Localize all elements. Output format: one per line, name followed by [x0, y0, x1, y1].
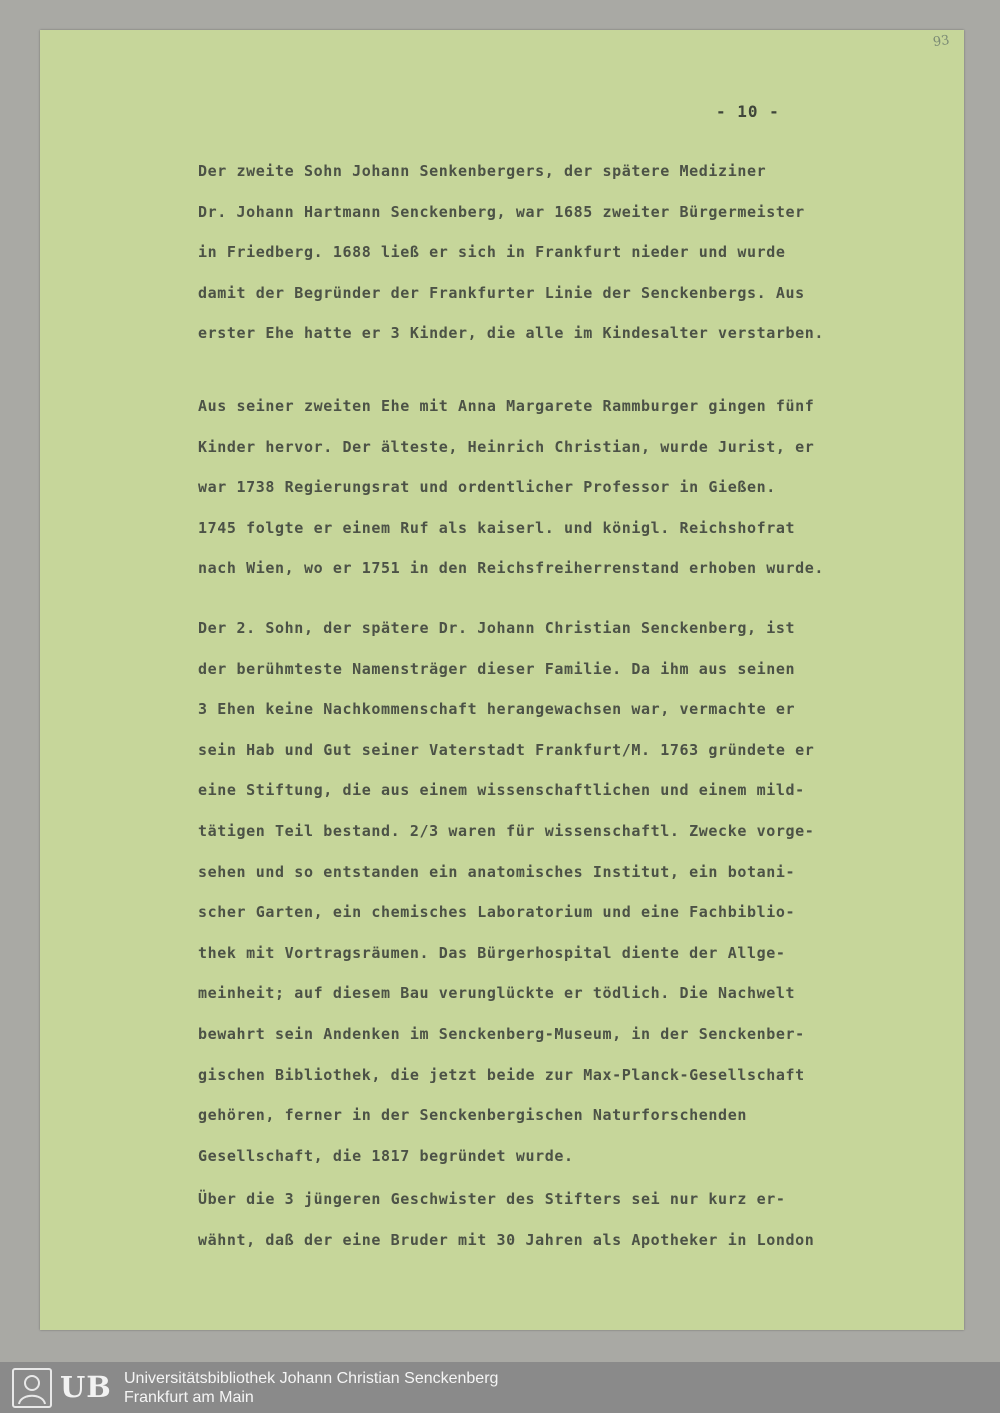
text-line: der berühmteste Namensträger dieser Familie. Da ihm aus seinen	[198, 659, 796, 678]
library-name: Universitätsbibliothek Johann Christian Senckenberg	[124, 1370, 499, 1387]
text-line: sein Hab und Gut seiner Vaterstadt Frankfurt/M. 1763 gründete er	[198, 740, 815, 759]
text-line: in Friedberg. 1688 ließ er sich in Frankfurt nieder und wurde	[198, 243, 786, 262]
text-line: Aus seiner zweiten Ehe mit Anna Margarete Rammburger gingen fünf	[198, 397, 815, 415]
ub-logo	[12, 1368, 116, 1408]
text-line: 3 Ehen keine Nachkommenschaft herangewachsen war, vermachte er	[198, 700, 796, 719]
portrait-icon	[12, 1368, 52, 1408]
text-line: Dr. Johann Hartmann Senckenberg, war 1685 zweiter Bürgermeister	[198, 202, 805, 221]
text-line: erster Ehe hatte er 3 Kinder, die alle im Kindesalter verstarben.	[198, 324, 824, 343]
text-line: meinheit; auf diesem Bau verunglückte er tödlich. Die Nachwelt	[198, 984, 796, 1003]
page-number: - 10 -	[716, 102, 780, 121]
text-line: gehören, ferner in der Senckenbergischen Naturforschenden	[198, 1106, 747, 1125]
text-line: damit der Begründer der Frankfurter Linie der Senckenbergs. Aus	[198, 283, 805, 302]
text-line: tätigen Teil bestand. 2/3 waren für wissenschaftl. Zwecke vorge-	[198, 821, 815, 840]
text-line: nach Wien, wo er 1751 in den Reichsfreiherrenstand erhoben wurde.	[198, 559, 824, 578]
text-line: 1745 folgte er einem Ruf als kaiserl. und königl. Reichshofrat	[198, 518, 796, 537]
text-line: Der zweite Sohn Johann Senkenbergers, der spätere Mediziner	[198, 162, 767, 180]
paragraph-4	[198, 1188, 926, 1269]
text-line: Kinder hervor. Der älteste, Heinrich Christian, wurde Jurist, er	[198, 437, 815, 456]
library-city: Frankfurt am Main	[124, 1389, 254, 1406]
text-line: Über die 3 jüngeren Geschwister des Stifters sei nur kurz er-	[198, 1190, 786, 1208]
text-line: war 1738 Regierungsrat und ordentlicher Professor in Gießen.	[198, 478, 776, 497]
text-line: sehen und so entstanden ein anatomisches Institut, ein botani-	[198, 862, 796, 881]
portrait-silhouette	[14, 1370, 50, 1406]
paragraph-2	[198, 395, 926, 598]
text-line: bewahrt sein Andenken im Senckenberg-Museum, in der Senckenber-	[198, 1024, 805, 1043]
text-line: wähnt, daß der eine Bruder mit 30 Jahren als Apotheker in London	[198, 1230, 815, 1249]
text-line: scher Garten, ein chemisches Laboratorium und eine Fachbiblio-	[198, 903, 796, 922]
archive-mark: 93	[932, 32, 951, 51]
text-line: gischen Bibliothek, die jetzt beide zur Max-Planck-Gesellschaft	[198, 1065, 805, 1084]
text-line: Gesellschaft, die 1817 begründet wurde.	[198, 1146, 574, 1165]
paragraph-1	[198, 160, 926, 363]
paragraph-3	[198, 617, 926, 1185]
ub-logo-text: UB	[60, 1370, 112, 1404]
text-line: eine Stiftung, die aus einem wissenschaftlichen und einem mild-	[198, 781, 805, 800]
text-line: Der 2. Sohn, der spätere Dr. Johann Christian Senckenberg, ist	[198, 619, 796, 637]
library-footer	[0, 1362, 1000, 1413]
text-line: thek mit Vortragsräumen. Das Bürgerhospital diente der Allge-	[198, 943, 786, 962]
